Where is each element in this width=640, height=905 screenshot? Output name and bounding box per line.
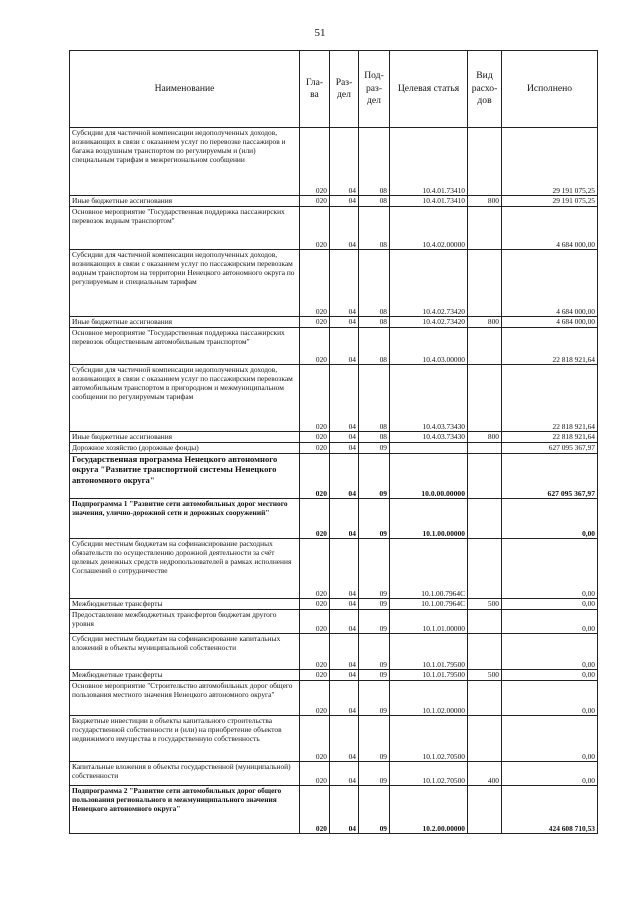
table-row	[70, 432, 598, 443]
header-name: Наименование	[70, 51, 300, 128]
row-executed-amount: 0,00	[502, 670, 598, 681]
row-razdel: 04	[330, 250, 359, 317]
row-podrazdel: 09	[359, 454, 390, 499]
row-target-article: 10.4.02.73420	[390, 250, 468, 317]
row-target-article: 10.1.01.79500	[390, 670, 468, 681]
row-glava: 020	[300, 634, 330, 670]
row-expense-type	[468, 539, 502, 599]
table-row	[70, 499, 598, 539]
row-target-article: 10.1.01.00000	[390, 610, 468, 634]
row-glava: 020	[300, 432, 330, 443]
row-name: Иные бюджетные ассигнования	[70, 196, 300, 207]
row-target-article: 10.4.03.73430	[390, 365, 468, 432]
row-expense-type: 800	[468, 317, 502, 328]
row-razdel: 04	[330, 499, 359, 539]
row-name: Субсидии местным бюджетам на софинансирование капитальных вложений в объекты муниципальной собственности	[70, 634, 300, 670]
row-name: Предоставление межбюджетных трансфертов бюджетам другого уровня	[70, 610, 300, 634]
row-target-article: 10.1.02.70500	[390, 762, 468, 786]
row-target-article: 10.4.03.73430	[390, 432, 468, 443]
table-row	[70, 681, 598, 716]
row-target-article: 10.4.01.73410	[390, 196, 468, 207]
row-name: Основное мероприятие "Государственная поддержка пассажирских перевозок водным транспортом"	[70, 207, 300, 250]
row-glava: 020	[300, 786, 330, 834]
row-podrazdel: 08	[359, 365, 390, 432]
row-expense-type: 500	[468, 670, 502, 681]
row-expense-type	[468, 681, 502, 716]
row-name: Межбюджетные трансферты	[70, 599, 300, 610]
row-razdel: 04	[330, 599, 359, 610]
row-executed-amount: 627 095 367,97	[502, 443, 598, 454]
page-number: 51	[314, 27, 326, 39]
table-row	[70, 328, 598, 365]
row-name: Иные бюджетные ассигнования	[70, 432, 300, 443]
row-name: Бюджетные инвестиции в объекты капитального строительства государственной собственности и (или) на приобретение объектов недвижимого имущества в государственную собственность	[70, 716, 300, 762]
table-row	[70, 196, 598, 207]
row-glava: 020	[300, 670, 330, 681]
row-razdel: 04	[330, 681, 359, 716]
row-executed-amount: 22 818 921,64	[502, 328, 598, 365]
row-expense-type	[468, 328, 502, 365]
table-header-row	[70, 51, 598, 128]
row-podrazdel: 08	[359, 128, 390, 196]
row-executed-amount: 22 818 921,64	[502, 432, 598, 443]
row-razdel: 04	[330, 539, 359, 599]
row-name: Субсидии для частичной компенсации недополученных доходов, возникающих в связи с оказанием услуг по пассажирским перевозкам водным транспортом на территории Ненецкого автономного округа по регулируемым и специальным тарифам	[70, 250, 300, 317]
row-glava: 020	[300, 365, 330, 432]
row-glava: 020	[300, 681, 330, 716]
row-expense-type	[468, 365, 502, 432]
row-podrazdel: 09	[359, 634, 390, 670]
row-podrazdel: 08	[359, 250, 390, 317]
row-name: Межбюджетные трансферты	[70, 670, 300, 681]
row-name: Основное мероприятие "Строительство автомобильных дорог общего пользования местного значения Ненецкого автономного округа"	[70, 681, 300, 716]
budget-execution-table	[69, 50, 598, 834]
row-target-article	[390, 443, 468, 454]
row-expense-type	[468, 128, 502, 196]
row-executed-amount: 0,00	[502, 599, 598, 610]
table-row	[70, 365, 598, 432]
row-razdel: 04	[330, 443, 359, 454]
row-razdel: 04	[330, 454, 359, 499]
row-executed-amount: 4 684 000,00	[502, 317, 598, 328]
row-name: Субсидии для частичной компенсации недополученных доходов, возникающих в связи с оказанием услуг по перевозке пассажиров и багажа воздушным транспортом по регулируемым и (или) специальным тарифам в межрегиональном сообщении	[70, 128, 300, 196]
row-podrazdel: 08	[359, 328, 390, 365]
row-podrazdel: 09	[359, 670, 390, 681]
row-glava: 020	[300, 443, 330, 454]
row-target-article: 10.4.02.73420	[390, 317, 468, 328]
row-target-article: 10.1.00.7964C	[390, 539, 468, 599]
header-razdel: Раз-дел	[330, 51, 359, 128]
row-glava: 020	[300, 328, 330, 365]
row-razdel: 04	[330, 716, 359, 762]
row-target-article: 10.0.00.00000	[390, 454, 468, 499]
row-glava: 020	[300, 196, 330, 207]
row-expense-type	[468, 499, 502, 539]
row-target-article: 10.1.00.7964C	[390, 599, 468, 610]
table-row	[70, 539, 598, 599]
row-podrazdel: 09	[359, 762, 390, 786]
row-razdel: 04	[330, 762, 359, 786]
row-executed-amount: 0,00	[502, 610, 598, 634]
row-razdel: 04	[330, 328, 359, 365]
table-row	[70, 250, 598, 317]
table-row	[70, 317, 598, 328]
row-target-article: 10.4.03.00000	[390, 328, 468, 365]
row-expense-type	[468, 250, 502, 317]
row-name: Капитальные вложения в объекты государственной (муниципальной) собственности	[70, 762, 300, 786]
table-row	[70, 207, 598, 250]
row-expense-type	[468, 716, 502, 762]
row-razdel: 04	[330, 786, 359, 834]
row-podrazdel: 09	[359, 681, 390, 716]
row-name: Субсидии для частичной компенсации недополученных доходов, возникающих в связи с оказанием услуг по пассажирским перевозкам автомобильным транспортом в пригородном и межмуниципальном сообщении по регулируемым тарифам	[70, 365, 300, 432]
row-podrazdel: 09	[359, 599, 390, 610]
row-executed-amount: 0,00	[502, 539, 598, 599]
row-podrazdel: 08	[359, 317, 390, 328]
row-podrazdel: 08	[359, 207, 390, 250]
row-podrazdel: 09	[359, 499, 390, 539]
row-executed-amount: 0,00	[502, 634, 598, 670]
row-name: Государственная программа Ненецкого автономного округа "Развитие транспортной системы Ненецкого автономного округа"	[70, 454, 300, 499]
table-row	[70, 634, 598, 670]
row-target-article: 10.4.02.00000	[390, 207, 468, 250]
row-expense-type	[468, 207, 502, 250]
row-glava: 020	[300, 610, 330, 634]
row-podrazdel: 09	[359, 443, 390, 454]
row-expense-type: 800	[468, 196, 502, 207]
row-name: Иные бюджетные ассигнования	[70, 317, 300, 328]
table-row	[70, 716, 598, 762]
row-executed-amount: 424 608 710,53	[502, 786, 598, 834]
row-glava: 020	[300, 250, 330, 317]
table-row	[70, 670, 598, 681]
row-target-article: 10.4.01.73410	[390, 128, 468, 196]
table-row	[70, 443, 598, 454]
row-executed-amount: 0,00	[502, 499, 598, 539]
table-row	[70, 599, 598, 610]
row-razdel: 04	[330, 634, 359, 670]
table-row	[70, 128, 598, 196]
header-glava: Гла-ва	[300, 51, 330, 128]
row-executed-amount: 627 095 367,97	[502, 454, 598, 499]
row-name: Субсидии местным бюджетам на софинансирование расходных обязательств по осуществлению дорожной деятельности за счёт целевых денежных средств недропользователей в рамках исполнения Соглашений о сотрудничестве	[70, 539, 300, 599]
row-razdel: 04	[330, 365, 359, 432]
row-razdel: 04	[330, 432, 359, 443]
table-row	[70, 786, 598, 834]
header-executed: Исполнено	[502, 51, 598, 128]
row-expense-type: 500	[468, 599, 502, 610]
row-executed-amount: 4 684 000,00	[502, 250, 598, 317]
row-razdel: 04	[330, 128, 359, 196]
row-name: Дорожное хозяйство (дорожные фонды)	[70, 443, 300, 454]
row-glava: 020	[300, 539, 330, 599]
row-podrazdel: 08	[359, 196, 390, 207]
row-executed-amount: 0,00	[502, 762, 598, 786]
row-executed-amount: 4 684 000,00	[502, 207, 598, 250]
row-expense-type	[468, 610, 502, 634]
row-podrazdel: 09	[359, 539, 390, 599]
row-expense-type: 800	[468, 432, 502, 443]
row-razdel: 04	[330, 196, 359, 207]
row-glava: 020	[300, 454, 330, 499]
row-podrazdel: 09	[359, 716, 390, 762]
row-name: Подпрограмма 1 "Развитие сети автомобильных дорог местного значения, улично-дорожной сети и дорожных сооружений"	[70, 499, 300, 539]
row-target-article: 10.1.00.00000	[390, 499, 468, 539]
row-glava: 020	[300, 762, 330, 786]
row-glava: 020	[300, 599, 330, 610]
row-expense-type	[468, 443, 502, 454]
row-razdel: 04	[330, 670, 359, 681]
row-glava: 020	[300, 317, 330, 328]
header-target-article: Целевая статья	[390, 51, 468, 128]
row-target-article: 10.2.00.00000	[390, 786, 468, 834]
table-row	[70, 610, 598, 634]
row-executed-amount: 29 191 075,25	[502, 196, 598, 207]
row-target-article: 10.1.01.79500	[390, 634, 468, 670]
row-podrazdel: 08	[359, 432, 390, 443]
row-expense-type	[468, 634, 502, 670]
row-name: Основное мероприятие "Государственная поддержка пассажирских перевозок общественным автомобильным транспортом"	[70, 328, 300, 365]
row-expense-type: 400	[468, 762, 502, 786]
row-expense-type	[468, 786, 502, 834]
row-name: Подпрограмма 2 "Развитие сети автомобильных дорог общего пользования регионального и межмуниципального значения Ненецкого автономного округа"	[70, 786, 300, 834]
row-target-article: 10.1.02.70500	[390, 716, 468, 762]
row-executed-amount: 22 818 921,64	[502, 365, 598, 432]
table-row	[70, 454, 598, 499]
row-podrazdel: 09	[359, 786, 390, 834]
row-glava: 020	[300, 207, 330, 250]
row-executed-amount: 0,00	[502, 716, 598, 762]
table-row	[70, 762, 598, 786]
row-razdel: 04	[330, 207, 359, 250]
row-expense-type	[468, 454, 502, 499]
row-podrazdel: 09	[359, 610, 390, 634]
header-podrazdel: Под-раз-дел	[359, 51, 390, 128]
header-expense-type: Вид расхо-дов	[468, 51, 502, 128]
row-glava: 020	[300, 128, 330, 196]
row-executed-amount: 0,00	[502, 681, 598, 716]
row-glava: 020	[300, 716, 330, 762]
row-razdel: 04	[330, 317, 359, 328]
row-glava: 020	[300, 499, 330, 539]
row-razdel: 04	[330, 610, 359, 634]
row-executed-amount: 29 191 075,25	[502, 128, 598, 196]
row-target-article: 10.1.02.00000	[390, 681, 468, 716]
